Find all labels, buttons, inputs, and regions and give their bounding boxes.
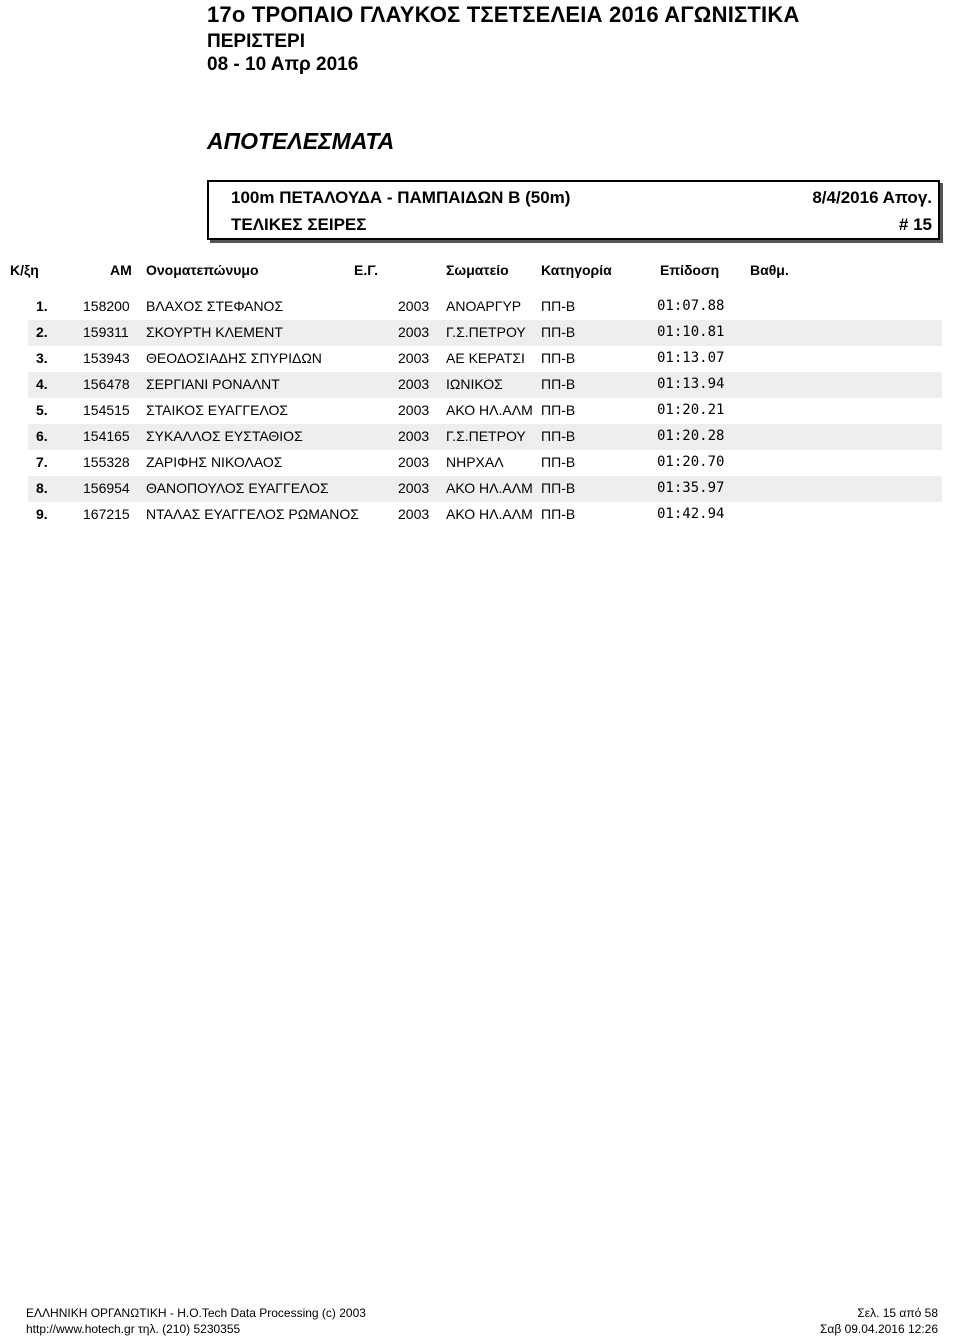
athlete-id: 158200 (83, 298, 130, 314)
print-timestamp: Σαβ 09.04.2016 12:26 (819, 1322, 938, 1336)
athlete-name: ΘΕΟΔΟΣΙΑΔΗΣ ΣΠΥΡΙΔΩΝ (146, 350, 322, 366)
col-name: Ονοματεπώνυμο (146, 262, 259, 278)
competition-title: 17ο ΤΡΟΠΑΙΟ ΓΛΑΥΚΟΣ ΤΣΕΤΣΕΛΕΙΑ 2016 ΑΓΩΝΙΣΤΙΚΑ (207, 2, 800, 27)
table-row (0, 398, 960, 424)
time: 01:35.97 (657, 480, 725, 496)
table-row (0, 320, 960, 346)
rank: 5. (36, 402, 48, 418)
birth-year: 2003 (398, 402, 430, 418)
rank: 7. (36, 454, 48, 470)
club: ΑΝΟΑΡΓΥΡ (446, 298, 522, 314)
rank: 8. (36, 480, 48, 496)
birth-year: 2003 (398, 428, 430, 444)
time: 01:20.70 (657, 454, 725, 470)
footer-org: ΕΛΛΗΝΙΚΗ ΟΡΓΑΝΩΤΙΚΗ - Η.Ο.Tech Data Processing (c) 2003 (26, 1306, 366, 1320)
col-category: Κατηγορία (541, 262, 612, 278)
club: Γ.Σ.ΠΕΤΡΟΥ (446, 324, 526, 340)
rank: 2. (36, 324, 48, 340)
birth-year: 2003 (398, 480, 430, 496)
rank: 4. (36, 376, 48, 392)
time: 01:13.94 (657, 376, 725, 392)
category: ΠΠ-Β (541, 428, 576, 444)
col-club: Σωματείο (446, 262, 509, 278)
athlete-name: ΣΥΚΑΛΛΟΣ ΕΥΣΤΑΘΙΟΣ (146, 428, 303, 444)
category: ΠΠ-Β (541, 298, 576, 314)
time: 01:42.94 (657, 506, 725, 522)
results-table (0, 294, 960, 528)
athlete-name: ΣΕΡΓΙΑΝΙ ΡΟΝΑΛΝΤ (146, 376, 280, 392)
results-table-header (0, 262, 960, 284)
athlete-name: ΝΤΑΛΑΣ ΕΥΑΓΓΕΛΟΣ ΡΩΜΑΝΟΣ (146, 506, 359, 522)
category: ΠΠ-Β (541, 506, 576, 522)
table-row (0, 346, 960, 372)
col-rank: Κ/ξη (10, 262, 39, 278)
club: ΑΕ ΚΕΡΑΤΣΙ (446, 350, 525, 366)
time: 01:13.07 (657, 350, 725, 366)
table-row (0, 502, 960, 528)
venue: ΠΕΡΙΣΤΕΡΙ (207, 31, 305, 52)
event-date: 8/4/2016 Απογ. (812, 188, 932, 207)
club: ΙΩΝΙΚΟΣ (446, 376, 503, 392)
table-row (0, 450, 960, 476)
athlete-id: 155328 (83, 454, 130, 470)
competition-dates: 08 - 10 Απρ 2016 (207, 54, 359, 75)
birth-year: 2003 (398, 324, 430, 340)
athlete-name: ΣΤΑΙΚΟΣ ΕΥΑΓΓΕΛΟΣ (146, 402, 289, 418)
athlete-name: ΣΚΟΥΡΤΗ ΚΛΕΜΕΝΤ (146, 324, 283, 340)
rank: 6. (36, 428, 48, 444)
birth-year: 2003 (398, 298, 430, 314)
category: ΠΠ-Β (541, 480, 576, 496)
club: ΑΚΟ ΗΛ.ΑΛΜ (446, 402, 533, 418)
athlete-id: 167215 (83, 506, 130, 522)
time: 01:10.81 (657, 324, 725, 340)
event-name: 100m ΠΕΤΑΛΟΥΔΑ - ΠΑΜΠΑΙΔΩΝ Β (50m) (231, 188, 571, 207)
rank: 3. (36, 350, 48, 366)
category: ΠΠ-Β (541, 324, 576, 340)
athlete-name: ΘΑΝΟΠΟΥΛΟΣ ΕΥΑΓΓΕΛΟΣ (146, 480, 329, 496)
table-row (0, 476, 960, 502)
club: ΑΚΟ ΗΛ.ΑΛΜ (446, 506, 533, 522)
club: ΑΚΟ ΗΛ.ΑΛΜ (446, 480, 533, 496)
athlete-id: 154165 (83, 428, 130, 444)
col-points: Βαθμ. (750, 262, 789, 278)
birth-year: 2003 (398, 454, 430, 470)
col-am: ΑΜ (110, 262, 132, 278)
event-info-box (207, 180, 940, 240)
event-number: # 15 (898, 215, 932, 234)
club: Γ.Σ.ΠΕΤΡΟΥ (446, 428, 526, 444)
birth-year: 2003 (398, 376, 430, 392)
athlete-id: 156478 (83, 376, 130, 392)
time: 01:20.21 (657, 402, 725, 418)
rank: 1. (36, 298, 48, 314)
col-year: Ε.Γ. (354, 262, 378, 278)
athlete-name: ΖΑΡΙΦΗΣ ΝΙΚΟΛΑΟΣ (146, 454, 283, 470)
category: ΠΠ-Β (541, 350, 576, 366)
table-row (0, 424, 960, 450)
athlete-name: ΒΛΑΧΟΣ ΣΤΕΦΑΝΟΣ (146, 298, 284, 314)
event-round: ΤΕΛΙΚΕΣ ΣΕΙΡΕΣ (231, 215, 367, 234)
category: ΠΠ-Β (541, 402, 576, 418)
athlete-id: 156954 (83, 480, 130, 496)
birth-year: 2003 (398, 350, 430, 366)
athlete-id: 154515 (83, 402, 130, 418)
time: 01:07.88 (657, 298, 725, 314)
club: ΝΗΡΧΑΛ (446, 454, 504, 470)
rank: 9. (36, 506, 48, 522)
athlete-id: 159311 (83, 324, 129, 340)
category: ΠΠ-Β (541, 454, 576, 470)
section-title: ΑΠΟΤΕΛΕΣΜΑΤΑ (207, 128, 395, 154)
footer-contact: http://www.hotech.gr τηλ. (210) 5230355 (26, 1322, 241, 1336)
page-number: Σελ. 15 από 58 (857, 1306, 938, 1320)
category: ΠΠ-Β (541, 376, 576, 392)
birth-year: 2003 (398, 506, 430, 522)
table-row (0, 294, 960, 320)
time: 01:20.28 (657, 428, 725, 444)
athlete-id: 153943 (83, 350, 130, 366)
table-row (0, 372, 960, 398)
col-time: Επίδοση (660, 262, 720, 278)
